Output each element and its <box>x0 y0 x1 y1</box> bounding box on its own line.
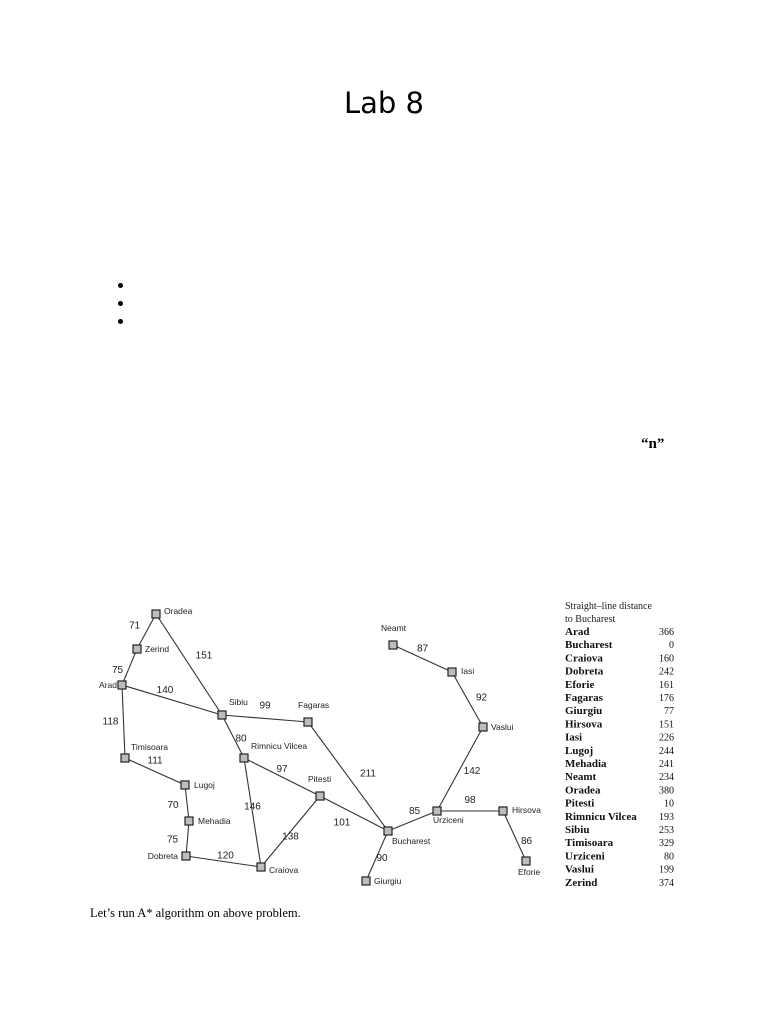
city-node-giurgiu <box>362 877 370 885</box>
distance-label-timisoara-lugoj: 111 <box>147 755 163 767</box>
distance-label-oradea-zerind: 71 <box>128 620 141 632</box>
distance-label-urziceni-hirsova: 98 <box>464 795 476 806</box>
table-city-pitesti: Pitesti <box>565 797 595 810</box>
table-city-fagaras: Fagaras <box>565 692 603 704</box>
table-city-urziceni: Urziceni <box>565 850 605 863</box>
table-value-urziceni: 80 <box>664 851 674 863</box>
road-zerind-arad <box>122 649 137 685</box>
distance-label-arad-sibiu: 140 <box>156 685 174 696</box>
table-value-rimnicu-vilcea: 193 <box>659 811 674 823</box>
table-rows <box>565 626 674 889</box>
bullet-item <box>112 276 132 294</box>
distance-label-lugoj-mehadia: 70 <box>167 800 179 811</box>
city-label-eforie: Eforie <box>518 867 541 877</box>
table-heading-line2: to Bucharest <box>565 614 616 625</box>
road-mehadia-dobreta <box>186 821 189 856</box>
city-node-sibiu <box>218 711 226 719</box>
table-city-vaslui: Vaslui <box>565 863 594 876</box>
table-city-craiova: Craiova <box>565 652 603 665</box>
table-value-vaslui: 199 <box>659 864 674 876</box>
table-value-neamt: 234 <box>659 772 674 784</box>
city-node-timisoara <box>121 754 129 762</box>
road-rimnicu-craiova <box>244 758 261 867</box>
city-label-rimnicu: Rimnicu Vilcea <box>251 741 308 751</box>
page-title: Lab 8 <box>343 86 424 120</box>
table-city-sibiu: Sibiu <box>565 824 590 836</box>
road-lugoj-mehadia <box>185 785 189 821</box>
road-oradea-sibiu <box>156 614 222 715</box>
table-value-timisoara: 329 <box>659 838 674 850</box>
city-node-craiova <box>257 863 265 871</box>
distance-label-oradea-sibiu: 151 <box>195 650 213 662</box>
distance-label-bucharest-urziceni: 85 <box>408 806 421 817</box>
table-city-zerind: Zerind <box>565 876 598 889</box>
city-label-craiova: Craiova <box>269 865 299 875</box>
distance-label-arad-timisoara: 118 <box>102 716 119 728</box>
table-city-oradea: Oradea <box>565 784 601 797</box>
city-label-pitesti: Pitesti <box>308 774 332 784</box>
city-label-iasi: Iasi <box>461 666 475 676</box>
quoted-n-text: “n” <box>641 436 665 452</box>
city-label-zerind: Zerind <box>145 644 170 654</box>
table-value-lugoj: 244 <box>659 745 674 757</box>
city-label-urziceni: Urziceni <box>433 815 464 825</box>
city-label-mehadia: Mehadia <box>198 816 231 826</box>
city-label-lugoj: Lugoj <box>194 780 215 790</box>
table-value-pitesti: 10 <box>664 798 674 810</box>
city-label-fagaras: Fagaras <box>298 700 330 710</box>
table-value-giurgiu: 77 <box>664 706 674 718</box>
city-label-sibiu: Sibiu <box>229 697 248 707</box>
distance-label-urziceni-vaslui: 142 <box>463 766 481 777</box>
city-node-pitesti <box>316 792 324 800</box>
city-node-neamt <box>389 641 397 649</box>
table-value-iasi: 226 <box>659 732 674 744</box>
city-node-iasi <box>448 668 456 676</box>
table-value-fagaras: 176 <box>659 693 674 704</box>
city-node-eforie <box>522 857 530 865</box>
distance-label-iasi-neamt: 87 <box>416 643 429 655</box>
city-node-lugoj <box>181 781 189 789</box>
city-label-bucharest: Bucharest <box>392 836 431 846</box>
distance-label-vaslui-iasi: 92 <box>475 692 488 704</box>
distance-label-pitesti-bucharest: 101 <box>333 817 351 829</box>
distance-label-mehadia-dobreta: 75 <box>166 834 179 846</box>
distance-label-sibiu-rimnicu: 80 <box>235 733 247 745</box>
table-city-neamt: Neamt <box>565 771 597 784</box>
city-node-fagaras <box>304 718 312 726</box>
table-value-zerind: 374 <box>659 877 674 889</box>
city-node-bucharest <box>384 827 392 835</box>
table-city-iasi: Iasi <box>565 731 583 744</box>
city-label-arad: Arad <box>99 680 117 690</box>
table-city-arad: Arad <box>565 626 590 638</box>
table-value-eforie: 161 <box>659 679 674 691</box>
road-edges <box>122 614 526 881</box>
city-label-neamt: Neamt <box>381 623 407 633</box>
distance-label-sibiu-fagaras: 99 <box>259 700 271 712</box>
distance-label-dobreta-craiova: 120 <box>217 850 234 862</box>
distance-label-zerind-arad: 75 <box>111 665 124 676</box>
table-value-dobreta: 242 <box>659 666 674 678</box>
table-city-timisoara: Timisoara <box>565 837 614 850</box>
city-node-dobreta <box>182 852 190 860</box>
city-label-giurgiu: Giurgiu <box>374 876 402 886</box>
city-label-timisoara: Timisoara <box>131 742 168 752</box>
road-sibiu-fagaras <box>222 715 308 722</box>
table-city-bucharest: Bucharest <box>565 639 613 652</box>
table-value-bucharest: 0 <box>669 640 674 652</box>
city-labels <box>99 606 541 886</box>
straight-line-distance-table <box>565 601 674 889</box>
city-node-oradea <box>152 610 160 618</box>
bullet-item <box>112 312 132 330</box>
city-node-arad <box>118 681 126 689</box>
table-value-sibiu: 253 <box>659 825 674 836</box>
road-pitesti-bucharest <box>320 796 388 831</box>
table-value-mehadia: 241 <box>659 759 674 770</box>
table-value-arad: 366 <box>659 627 674 638</box>
distance-label-hirsova-eforie: 86 <box>520 836 533 847</box>
city-label-vaslui: Vaslui <box>491 722 514 732</box>
road-arad-timisoara <box>122 685 125 758</box>
city-node-urziceni <box>433 807 441 815</box>
table-city-giurgiu: Giurgiu <box>565 705 603 718</box>
city-node-rimnicu <box>240 754 248 762</box>
city-node-hirsova <box>499 807 507 815</box>
romania-map-figure <box>90 598 678 896</box>
city-label-dobreta: Dobreta <box>147 851 178 861</box>
distance-label-bucharest-giurgiu: 90 <box>376 853 388 864</box>
romania-map-svg <box>90 598 678 896</box>
table-city-lugoj: Lugoj <box>565 744 594 757</box>
city-label-hirsova: Hirsova <box>512 805 541 815</box>
caption-text: Let’s run A* algorithm on above problem. <box>90 906 301 920</box>
distance-label-rimnicu-pitesti: 97 <box>276 764 288 775</box>
distance-label-fagaras-bucharest: 211 <box>360 768 376 780</box>
table-value-craiova: 160 <box>659 653 674 665</box>
city-node-zerind <box>133 645 141 653</box>
distance-label-craiova-pitesti: 138 <box>282 831 299 843</box>
table-city-rimnicu-vilcea: Rimnicu Vilcea <box>565 810 637 823</box>
table-city-mehadia: Mehadia <box>565 758 607 770</box>
table-city-dobreta: Dobreta <box>565 665 604 678</box>
table-city-hirsova: Hirsova <box>565 718 603 731</box>
city-node-vaslui <box>479 723 487 731</box>
table-value-hirsova: 151 <box>659 719 674 731</box>
distance-label-rimnicu-craiova: 146 <box>244 801 261 813</box>
bullet-item <box>112 294 132 312</box>
city-label-oradea: Oradea <box>164 606 193 616</box>
table-value-oradea: 380 <box>659 785 674 797</box>
bullet-list <box>112 276 132 330</box>
table-heading-line1: Straight–line distance <box>565 601 652 612</box>
table-city-eforie: Eforie <box>565 678 595 691</box>
city-node-mehadia <box>185 817 193 825</box>
